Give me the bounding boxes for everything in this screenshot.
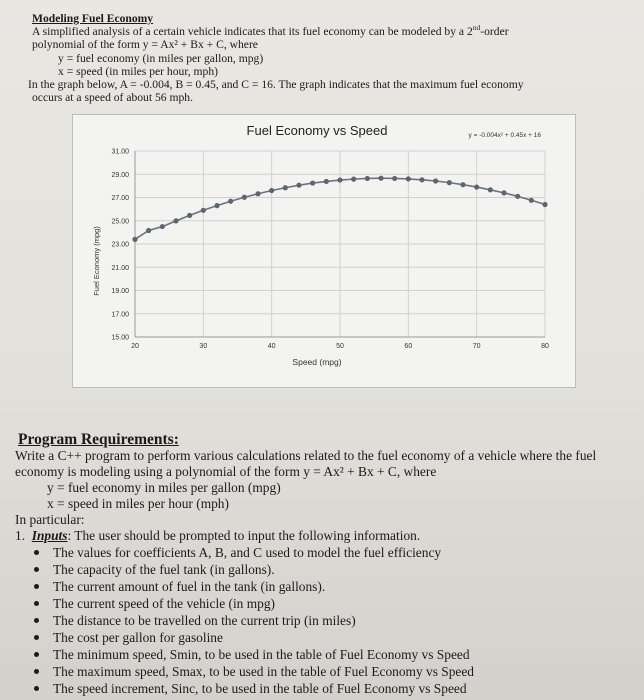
data-point: [488, 187, 493, 192]
trendline-equation: y = -0.004x² + 0.45x + 16: [468, 132, 541, 139]
y-tick-label: 17.00: [111, 311, 129, 319]
data-point: [460, 182, 465, 187]
data-point: [296, 183, 301, 188]
list-item: The minimum speed, Smin, to be used in the table of Fuel Economy vs Speed: [15, 646, 635, 663]
requirements-title: Program Requirements:: [18, 431, 179, 448]
x-tick-label: 30: [199, 343, 208, 350]
intro-line-3: In the graph below, A = -0.004, B = 0.45, and C = 16. The graph indicates that the maximum fuel economy: [28, 78, 524, 92]
y-tick-label: 23.00: [111, 241, 129, 249]
section-title: Modeling Fuel Economy: [32, 12, 154, 25]
data-point: [255, 191, 260, 196]
data-point: [242, 195, 247, 200]
list-item: The values for coefficients A, B, and C used to model the fuel efficiency: [15, 544, 635, 561]
superscript: nd: [472, 23, 481, 33]
y-tick-label: 27.00: [111, 195, 129, 202]
data-point: [146, 228, 151, 233]
data-point: [201, 208, 206, 213]
inputs-heading: [15, 528, 635, 544]
fuel-economy-chart: [72, 114, 576, 388]
data-point: [160, 224, 165, 229]
data-point: [419, 177, 424, 182]
y-tick-label: 25.00: [111, 218, 129, 226]
requirements-def-y: y = fuel economy in miles per gallon (mpg): [47, 480, 281, 495]
data-point: [173, 218, 178, 223]
intro-line-1: A simplified analysis of a certain vehicle indicates that its fuel economy can be modeled by a 2nd-order: [32, 23, 509, 39]
data-point: [214, 203, 219, 208]
data-point: [228, 199, 233, 204]
data-point: [529, 198, 534, 203]
data-point: [501, 190, 506, 195]
list-item: The maximum speed, Smax, to be used in the table of Fuel Economy vs Speed: [15, 663, 635, 680]
definition-x: x = speed (in miles per hour, mph): [58, 64, 218, 78]
data-point: [447, 180, 452, 185]
y-tick-label: 31.00: [111, 148, 129, 156]
list-item: The current speed of the vehicle (in mpg): [15, 595, 635, 612]
data-point: [515, 194, 520, 199]
data-point: [433, 178, 438, 183]
x-tick-label: 20: [131, 343, 139, 350]
data-point: [351, 177, 356, 182]
y-axis-label: Fuel Economy (mpg): [92, 226, 101, 296]
list-item: The distance to be travelled on the current trip (in miles): [15, 612, 635, 629]
data-point: [187, 213, 192, 218]
inputs-text: : The user should be prompted to input the following information.: [67, 528, 421, 543]
list-item: The capacity of the fuel tank (in gallons).: [15, 561, 635, 578]
chart-title: Fuel Economy vs Speed: [246, 123, 388, 138]
x-tick-label: 50: [336, 343, 344, 350]
data-point: [474, 184, 479, 189]
data-point: [378, 176, 383, 181]
list-item: The cost per gallon for gasoline: [15, 629, 635, 646]
data-point: [269, 188, 274, 193]
intro-section: [28, 12, 632, 105]
x-tick-label: 80: [541, 343, 549, 350]
data-point: [310, 180, 315, 185]
data-point: [337, 177, 342, 182]
x-axis-label: Speed (mpg): [292, 357, 342, 367]
x-tick-label: 60: [404, 343, 413, 350]
data-point: [392, 176, 397, 181]
list-item: The speed increment, Sinc, to be used in the table of Fuel Economy vs Speed: [15, 680, 635, 697]
y-tick-label: 15.00: [111, 334, 129, 342]
requirements-def-x: x = speed in miles per hour (mph): [47, 496, 229, 511]
chart-canvas: [73, 115, 575, 387]
y-tick-label: 21.00: [111, 264, 129, 272]
y-tick-label: 19.00: [111, 288, 129, 295]
data-point: [542, 202, 547, 207]
in-particular: In particular:: [15, 512, 85, 527]
data-point: [324, 179, 329, 184]
y-tick-label: 29.00: [111, 171, 129, 179]
requirements-section: [15, 432, 635, 697]
data-point: [365, 176, 370, 181]
x-tick-label: 70: [472, 343, 481, 350]
inputs-label: Inputs: [31, 528, 68, 543]
intro-line-2: polynomial of the form y = Ax² + Bx + C, where: [32, 38, 258, 52]
inputs-number: 1.: [15, 528, 26, 543]
data-point: [283, 185, 288, 190]
x-tick-label: 40: [267, 343, 276, 350]
requirements-line-2: economy is modeling using a polynomial of the form y = Ax² + Bx + C, where: [15, 464, 437, 479]
inputs-list: [15, 544, 635, 697]
requirements-line-1: Write a C++ program to perform various calculations related to the fuel economy of a vehicle where the fuel: [15, 448, 597, 463]
data-point: [406, 176, 411, 181]
tick-labels: [111, 149, 549, 351]
data-point: [132, 237, 137, 242]
definition-y: y = fuel economy (in miles per gallon, mpg): [58, 51, 264, 65]
intro-line-4: occurs at a speed of about 56 mph.: [32, 91, 193, 105]
list-item: The current amount of fuel in the tank (in gallons).: [15, 578, 635, 595]
